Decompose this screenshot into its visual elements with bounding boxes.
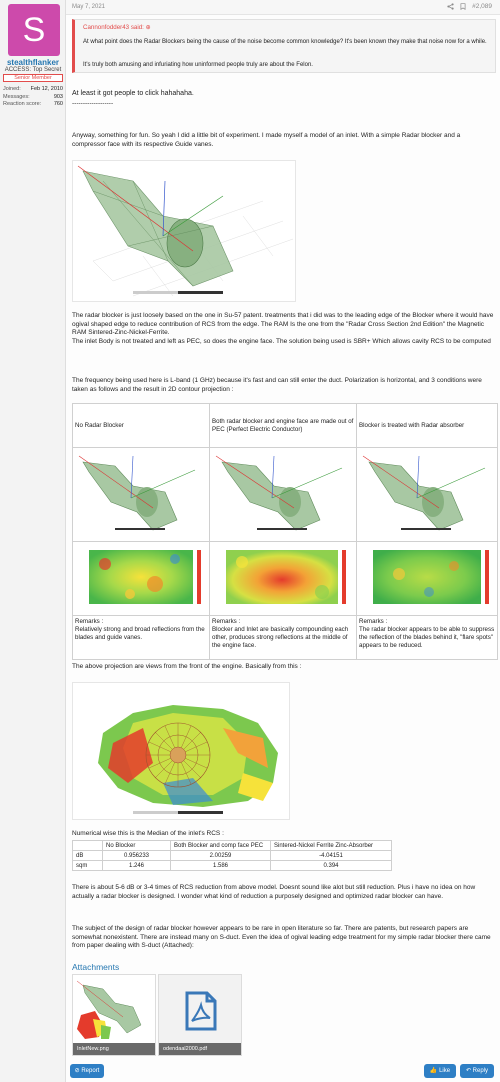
stat-joined: Joined: Feb 12, 2010 xyxy=(3,86,63,92)
report-button[interactable]: ⊘ Report xyxy=(70,1064,104,1078)
rcs-header-2: Both Blocker and comp face PEC xyxy=(171,841,271,851)
attachment-name: InletNew.png xyxy=(73,1043,155,1055)
post-text-divider: ------------------- xyxy=(72,100,114,107)
post-text-2: Anyway, something for fun. So yeah I did a little bit of experiment. I made myself a model of an inlet. With a simple Radar blocker and a compressor face with its respective Guide vanes. xyxy=(72,132,461,148)
stat-reaction: Reaction score: 760 xyxy=(3,101,63,107)
comparison-table xyxy=(72,403,498,660)
quote-text: At what point does the Radar Blockers being the cause of the noise become common knowledge? It's been known they make that noise now for a while. xyxy=(83,39,487,45)
post-text-4: The frequency being used here is L-band (1 GHz) because it's fast and can still enter the duct. Polarization is horizontal, and 3 conditions were taken as follows and the result in 2D contour projection : xyxy=(72,377,482,393)
rcs-cell: 2.00259 xyxy=(171,851,271,861)
like-icon: 👍 xyxy=(429,1068,438,1074)
post-text-3: The radar blocker is just loosely based on the one in Su-57 patent. treatments that i did was to the leading edge of the Blocker where it would have ogival shaped edge to reduce contribution of RCS from the edge. The RAM Is the one from the "Radar Cross Section 2nd Edition" the Magnetic RAM Sintered-Zinc-Nickel-Ferrite. The inlet Body is not treated and left as PEC, so does the engine face. The solution being used is SBR+ Which allows cavity RCS to be computed xyxy=(72,312,494,345)
attachments-heading: Attachments xyxy=(72,962,120,972)
pdf-file-icon xyxy=(185,991,217,1036)
compare-model-3[interactable] xyxy=(357,448,498,542)
user-title: ACCESS: Top Secret xyxy=(4,67,62,73)
contour-plot-1[interactable] xyxy=(73,542,210,616)
contour-plot-2[interactable] xyxy=(210,542,357,616)
remarks-1: Remarks : Relatively strong and broad reflections from the blades and guide vanes. xyxy=(73,616,210,660)
avatar[interactable]: S xyxy=(8,4,60,56)
post-text-1: At least it got people to click hahahaha. xyxy=(72,90,194,97)
user-banner: Senior Member xyxy=(3,74,63,82)
rcs-cell: sqm xyxy=(73,861,103,871)
compare-header-3: Blocker is treated with Radar absorber xyxy=(357,404,498,448)
engine-front-projection-image[interactable] xyxy=(72,682,290,820)
attachment-pdf[interactable] xyxy=(158,974,242,1056)
rcs-header-0 xyxy=(73,841,103,851)
compare-header-2: Both radar blocker and engine face are made out of PEC (Perfect Electric Conductor) xyxy=(210,404,357,448)
rcs-header-3: Sintered-Nickel Ferrite Zinc-Absorber xyxy=(271,841,392,851)
rcs-cell: 1.246 xyxy=(103,861,171,871)
compare-header-1: No Radar Blocker xyxy=(73,404,210,448)
post-text-7: There is about 5-6 dB or 3-4 times of RCS reduction from above model. Doesnt sound like alot but still reduction. Plus i have no idea on how actually a radar blocker is designed. I wonder what kind of reduction a purposely designed and optimized radar blocker can have. xyxy=(72,884,476,900)
attachment-name: odendaal2000.pdf xyxy=(159,1043,241,1055)
rcs-cell: -4.04151 xyxy=(271,851,392,861)
rcs-cell: 0.956233 xyxy=(103,851,171,861)
post-header xyxy=(66,0,500,15)
like-button[interactable]: 👍 Like xyxy=(424,1064,456,1078)
attachment-image[interactable] xyxy=(72,974,156,1056)
reply-icon: ↶ xyxy=(465,1068,471,1074)
user-sidebar xyxy=(0,0,66,1082)
post-text-5: The above projection are views from the front of the engine. Basically from this : xyxy=(72,663,302,670)
rcs-cell: 1.586 xyxy=(171,861,271,871)
post-main xyxy=(66,0,500,1082)
rcs-table xyxy=(72,840,392,871)
user-stats xyxy=(3,86,63,109)
remarks-3: Remarks : The radar blocker appears to be able to suppress the reflection of the blades behind it, "flare spots" appears to be reduced. xyxy=(357,616,498,660)
inlet-model-image[interactable] xyxy=(72,160,296,302)
post-text-6: Numerical wise this is the Median of the inlet's RCS : xyxy=(72,830,224,837)
rcs-cell: 0.394 xyxy=(271,861,392,871)
quote-block xyxy=(72,19,496,73)
rcs-cell: dB xyxy=(73,851,103,861)
report-icon: ⊘ xyxy=(74,1068,80,1074)
username-link[interactable]: stealthflanker xyxy=(6,58,60,67)
stat-messages: Messages: 903 xyxy=(3,93,63,100)
post-text-8: The subject of the design of radar blocker however appears to be rare in open literature so far. There are patents, but research papers are somewhat nonexistent. There are instead many on S-duct. Even the idea of ogival leading edge treatment for my simple radar blocker there came from paper dealing with S-duct (Attached): xyxy=(72,925,491,950)
post-number[interactable]: #2,089 xyxy=(472,3,492,10)
reply-button[interactable]: ↶ Reply xyxy=(460,1064,494,1078)
compare-model-2[interactable] xyxy=(210,448,357,542)
post-date[interactable]: May 7, 2021 xyxy=(72,4,106,10)
contour-plot-3[interactable] xyxy=(357,542,498,616)
compare-model-1[interactable] xyxy=(73,448,210,542)
remarks-2: Remarks : Blocker and Inlet are basically compounding each other, produces strong reflections at the middle of the engine face. xyxy=(210,616,357,660)
quote-text-2: It's truly both amusing and infuriating how uninformed people truly are about the Felon. xyxy=(83,62,313,68)
quote-author[interactable]: Cannonfodder43 said: ⊕ xyxy=(83,24,151,31)
rcs-header-1: No Blocker xyxy=(103,841,171,851)
share-icon[interactable] xyxy=(447,3,454,12)
bookmark-icon[interactable] xyxy=(460,3,466,12)
